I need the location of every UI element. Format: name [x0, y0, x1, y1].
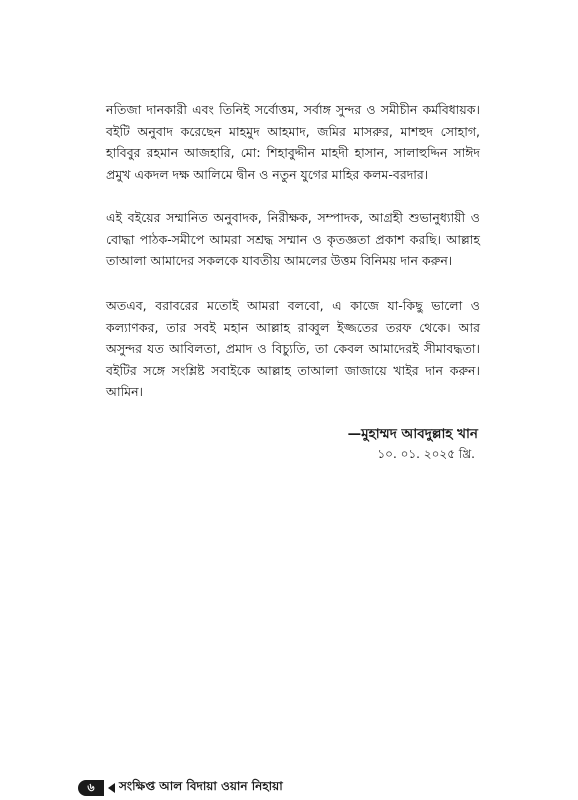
- signature-date: ১০. ০১. ২০২৫ খ্রি.: [377, 447, 475, 461]
- paragraph-2: এই বইয়ের সম্মানিত অনুবাদক, নিরীক্ষক, সম্পাদক, আগ্রহী শুভানুধ্যায়ী ও বোদ্ধা পাঠক-সমীপে আমরা সশ্রদ্ধ সম্মান ও কৃতজ্ঞতা প্রকাশ করছি। আল্লাহ তাআলা আমাদের সকলকে যাবতীয় আমলের উত্তম বিনিময় দান করুন।: [106, 210, 480, 268]
- page-number: ৬: [78, 780, 104, 796]
- paragraph-3: অতএব, বরাবরের মতোই আমরা বলবো, এ কাজে যা-কিছু ভালো ও কল্যাণকর, তার সবই মহান আল্লাহ রাব্বুল ইজ্জতের তরফ থেকে। আর অসুন্দর যত আবিলতা, প্রমাদ ও বিচ্যুতি, তা কেবল আমাদেরই সীমাবদ্ধতা। বইটির সঙ্গে সংশ্লিষ্ট সবাইকে আল্লাহ তাআলা জাজায়ে খাইর দান করুন। আমিন।: [106, 298, 480, 399]
- running-book-title: সংক্ষিপ্ত আল বিদায়া ওয়ান নিহায়া: [119, 779, 283, 793]
- author-signature: —মুহাম্মদ আবদুল্লাহ খান: [347, 426, 478, 442]
- page-footer: [78, 776, 283, 800]
- paragraph-1: নতিজা দানকারী এবং তিনিই সর্বোত্তম, সর্বাঙ্গ সুন্দর ও সমীচীন কর্মবিধায়ক। বইটি অনুবাদ করেছেন মাহমুদ আহমাদ, জমির মাসরুর, মাশহুদ সোহাগ, হাবিবুর রহমান আজহারি, মো: শিহাবুদ্দীন মাহদী হাসান, সালাহুদ্দিন সাঈদ প্রমুখ একদল দক্ষ আলিমে দ্বীন ও নতুন যুগের মাহির কলম-বরদার।: [106, 102, 480, 182]
- arrow-left-icon: [108, 783, 115, 793]
